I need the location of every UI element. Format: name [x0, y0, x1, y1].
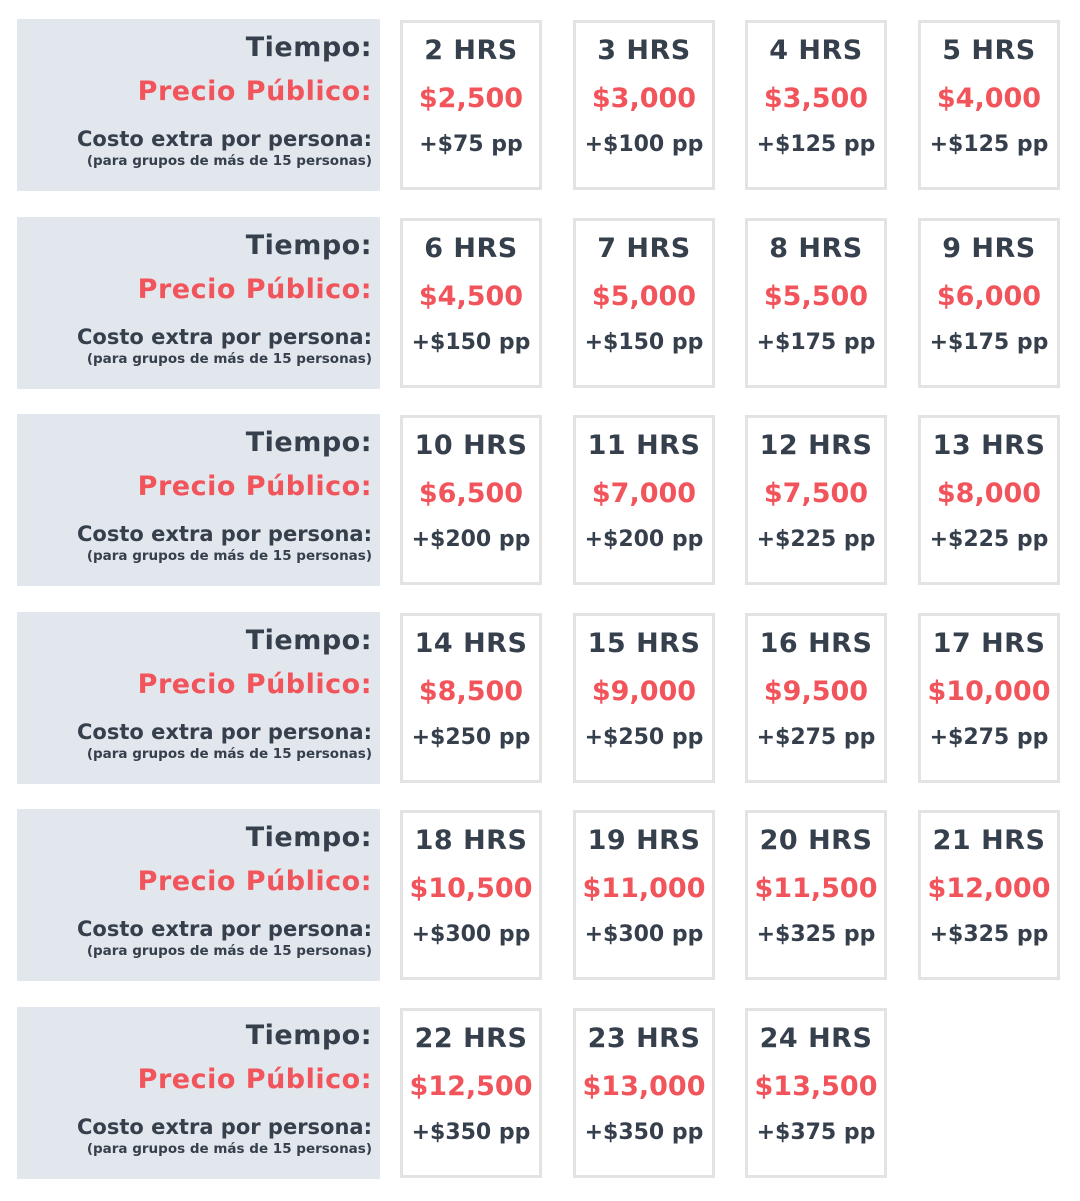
card-hours: 10 HRS	[414, 430, 528, 461]
public-price-label: Precio Público:	[137, 274, 372, 305]
card-price: $12,000	[927, 873, 1051, 904]
price-card	[745, 218, 887, 388]
price-card	[573, 218, 715, 388]
card-price: $11,500	[754, 873, 878, 904]
extra-cost-label: Costo extra por persona:	[77, 720, 372, 744]
card-price: $12,500	[409, 1071, 533, 1102]
card-extra-cost: +$150 pp	[411, 330, 531, 355]
extra-cost-note: (para grupos de más de 15 personas)	[86, 943, 372, 959]
price-card	[573, 415, 715, 585]
pricing-row	[0, 217, 1080, 391]
price-card	[745, 810, 887, 980]
public-price-label: Precio Público:	[137, 1064, 372, 1095]
price-card	[745, 613, 887, 783]
price-card	[745, 415, 887, 585]
price-card	[400, 1008, 542, 1178]
card-price: $9,000	[591, 676, 697, 707]
card-hours: 12 HRS	[759, 430, 873, 461]
card-price: $10,500	[409, 873, 533, 904]
card-price: $6,500	[418, 478, 524, 509]
card-extra-cost: +$175 pp	[756, 330, 876, 355]
card-hours: 4 HRS	[769, 35, 863, 66]
card-extra-cost: +$250 pp	[584, 725, 704, 750]
card-hours: 7 HRS	[597, 233, 691, 264]
card-hours: 13 HRS	[932, 430, 1046, 461]
card-extra-cost: +$125 pp	[756, 132, 876, 157]
card-price: $5,500	[763, 281, 869, 312]
card-extra-cost: +$325 pp	[929, 922, 1049, 947]
time-label: Tiempo:	[245, 822, 372, 853]
price-card	[745, 20, 887, 190]
extra-cost-note: (para grupos de más de 15 personas)	[86, 1141, 372, 1157]
card-extra-cost: +$300 pp	[584, 922, 704, 947]
row-label-panel	[17, 217, 380, 389]
card-hours: 8 HRS	[769, 233, 863, 264]
card-price: $6,000	[936, 281, 1042, 312]
card-extra-cost: +$125 pp	[929, 132, 1049, 157]
card-hours: 3 HRS	[597, 35, 691, 66]
card-price: $3,500	[763, 83, 869, 114]
card-price: $7,500	[763, 478, 869, 509]
price-card	[918, 415, 1060, 585]
card-hours: 22 HRS	[414, 1023, 528, 1054]
card-extra-cost: +$200 pp	[584, 527, 704, 552]
extra-cost-label: Costo extra por persona:	[77, 522, 372, 546]
time-label: Tiempo:	[245, 230, 372, 261]
card-hours: 18 HRS	[414, 825, 528, 856]
pricing-row	[0, 1007, 1080, 1181]
price-card	[573, 810, 715, 980]
card-hours: 15 HRS	[587, 628, 701, 659]
card-extra-cost: +$225 pp	[929, 527, 1049, 552]
card-extra-cost: +$350 pp	[584, 1120, 704, 1145]
row-label-panel	[17, 612, 380, 784]
extra-cost-note: (para grupos de más de 15 personas)	[86, 153, 372, 169]
card-extra-cost: +$350 pp	[411, 1120, 531, 1145]
card-price: $7,000	[591, 478, 697, 509]
card-hours: 21 HRS	[932, 825, 1046, 856]
price-card	[918, 810, 1060, 980]
card-price: $9,500	[763, 676, 869, 707]
card-price: $8,000	[936, 478, 1042, 509]
card-hours: 14 HRS	[414, 628, 528, 659]
card-price: $13,500	[754, 1071, 878, 1102]
card-hours: 23 HRS	[587, 1023, 701, 1054]
card-extra-cost: +$300 pp	[411, 922, 531, 947]
card-hours: 11 HRS	[587, 430, 701, 461]
pricing-row	[0, 414, 1080, 588]
extra-cost-note: (para grupos de más de 15 personas)	[86, 548, 372, 564]
card-price: $3,000	[591, 83, 697, 114]
card-hours: 6 HRS	[424, 233, 518, 264]
card-extra-cost: +$100 pp	[584, 132, 704, 157]
card-extra-cost: +$75 pp	[419, 132, 523, 157]
price-card	[918, 613, 1060, 783]
pricing-row	[0, 19, 1080, 193]
public-price-label: Precio Público:	[137, 866, 372, 897]
card-extra-cost: +$200 pp	[411, 527, 531, 552]
row-label-panel	[17, 809, 380, 981]
card-extra-cost: +$375 pp	[756, 1120, 876, 1145]
card-hours: 2 HRS	[424, 35, 518, 66]
extra-cost-label: Costo extra por persona:	[77, 325, 372, 349]
price-card	[400, 20, 542, 190]
card-price: $5,000	[591, 281, 697, 312]
row-label-panel	[17, 414, 380, 586]
price-card	[573, 20, 715, 190]
price-card	[573, 1008, 715, 1178]
public-price-label: Precio Público:	[137, 669, 372, 700]
price-card	[573, 613, 715, 783]
card-hours: 24 HRS	[759, 1023, 873, 1054]
card-price: $11,000	[582, 873, 706, 904]
price-card	[745, 1008, 887, 1178]
public-price-label: Precio Público:	[137, 76, 372, 107]
card-hours: 19 HRS	[587, 825, 701, 856]
card-price: $4,000	[936, 83, 1042, 114]
extra-cost-label: Costo extra por persona:	[77, 917, 372, 941]
price-card	[400, 810, 542, 980]
public-price-label: Precio Público:	[137, 471, 372, 502]
row-label-panel	[17, 1007, 380, 1179]
extra-cost-note: (para grupos de más de 15 personas)	[86, 351, 372, 367]
card-price: $13,000	[582, 1071, 706, 1102]
time-label: Tiempo:	[245, 32, 372, 63]
extra-cost-note: (para grupos de más de 15 personas)	[86, 746, 372, 762]
extra-cost-label: Costo extra por persona:	[77, 127, 372, 151]
time-label: Tiempo:	[245, 427, 372, 458]
card-extra-cost: +$325 pp	[756, 922, 876, 947]
extra-cost-label: Costo extra por persona:	[77, 1115, 372, 1139]
card-price: $10,000	[927, 676, 1051, 707]
card-extra-cost: +$275 pp	[756, 725, 876, 750]
card-hours: 16 HRS	[759, 628, 873, 659]
time-label: Tiempo:	[245, 625, 372, 656]
card-price: $4,500	[418, 281, 524, 312]
price-card	[400, 613, 542, 783]
time-label: Tiempo:	[245, 1020, 372, 1051]
card-price: $2,500	[418, 83, 524, 114]
card-extra-cost: +$175 pp	[929, 330, 1049, 355]
card-hours: 9 HRS	[942, 233, 1036, 264]
card-extra-cost: +$225 pp	[756, 527, 876, 552]
price-card	[918, 218, 1060, 388]
card-hours: 20 HRS	[759, 825, 873, 856]
card-hours: 17 HRS	[932, 628, 1046, 659]
card-hours: 5 HRS	[942, 35, 1036, 66]
row-label-panel	[17, 19, 380, 191]
card-extra-cost: +$250 pp	[411, 725, 531, 750]
card-extra-cost: +$150 pp	[584, 330, 704, 355]
card-price: $8,500	[418, 676, 524, 707]
card-extra-cost: +$275 pp	[929, 725, 1049, 750]
pricing-row	[0, 612, 1080, 786]
price-card	[400, 218, 542, 388]
pricing-row	[0, 809, 1080, 983]
price-card	[918, 20, 1060, 190]
price-card	[400, 415, 542, 585]
